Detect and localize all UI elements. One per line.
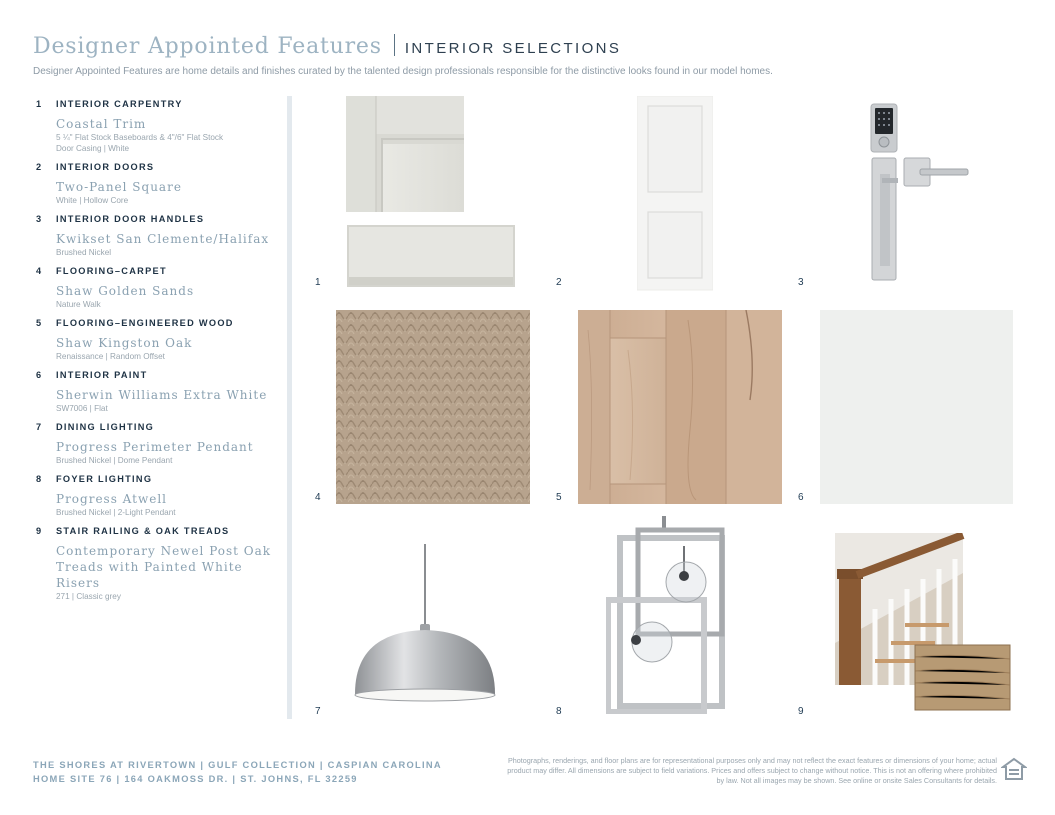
item-detail: Brushed Nickel | Dome Pendant	[56, 456, 173, 465]
list-item	[36, 474, 276, 518]
intro-text: Designer Appointed Features are home details and finishes curated by the talented design professionals responsible for the distinctive looks found in our model homes.	[33, 66, 773, 77]
swatch-number: 2	[556, 277, 562, 288]
swatch-number: 8	[556, 706, 562, 717]
item-detail: 271 | Classic grey	[56, 592, 121, 601]
list-item	[36, 99, 276, 154]
page-subtitle: INTERIOR SELECTIONS	[404, 40, 622, 57]
item-detail: Renaissance | Random Offset	[56, 352, 165, 361]
column-divider	[287, 96, 292, 719]
item-category: FOYER LIGHTING	[56, 474, 153, 484]
list-item	[36, 526, 276, 602]
list-item	[36, 214, 276, 258]
item-detail: Brushed Nickel | 2-Light Pendant	[56, 508, 176, 517]
item-detail: Nature Walk	[56, 300, 101, 309]
equal-housing-icon	[1001, 757, 1027, 783]
item-detail: SW7006 | Flat	[56, 404, 108, 413]
item-name: Two-Panel Square	[56, 180, 182, 194]
item-name: Progress Atwell	[56, 492, 168, 506]
door-handle-swatch	[868, 102, 970, 282]
item-number: 6	[36, 370, 43, 380]
carpet-swatch	[336, 310, 530, 504]
item-name: Contemporary Newel Post Oak Treads with Painted White Risers	[56, 544, 272, 590]
item-name: Shaw Golden Sands	[56, 284, 195, 298]
item-detail: White | Hollow Core	[56, 196, 129, 205]
item-name: Shaw Kingston Oak	[56, 336, 193, 350]
list-item	[36, 422, 276, 466]
swatch-number: 4	[315, 492, 321, 503]
page-header	[33, 34, 1033, 64]
page-title: Designer Appointed Features	[33, 34, 382, 59]
swatch-number: 7	[315, 706, 321, 717]
swatch-number: 5	[556, 492, 562, 503]
list-item	[36, 162, 276, 206]
item-number: 2	[36, 162, 43, 172]
selection-list	[36, 99, 276, 610]
item-category: INTERIOR CARPENTRY	[56, 99, 183, 109]
list-item	[36, 370, 276, 414]
item-category: STAIR RAILING & OAK TREADS	[56, 526, 230, 536]
item-number: 8	[36, 474, 43, 484]
list-item	[36, 266, 276, 310]
item-number: 4	[36, 266, 43, 276]
trim-swatch	[345, 96, 517, 288]
item-category: FLOORING–ENGINEERED WOOD	[56, 318, 234, 328]
item-category: DINING LIGHTING	[56, 422, 155, 432]
list-item	[36, 318, 276, 362]
item-category: INTERIOR DOOR HANDLES	[56, 214, 205, 224]
swatch-number: 9	[798, 706, 804, 717]
paint-swatch	[820, 310, 1013, 504]
keypad-lock-icon	[871, 104, 897, 152]
item-detail: Door Casing | White	[56, 144, 130, 153]
item-number: 1	[36, 99, 43, 109]
dome-pendant-swatch	[350, 544, 500, 706]
item-name: Progress Perimeter Pendant	[56, 440, 254, 454]
item-number: 7	[36, 422, 43, 432]
item-detail: 5 ¼" Flat Stock Baseboards & 4"/6" Flat Stock	[56, 133, 224, 142]
swatch-number: 1	[315, 277, 321, 288]
item-category: FLOORING–CARPET	[56, 266, 167, 276]
swatch-number: 3	[798, 277, 804, 288]
homesite-line: HOME SITE 76 | 164 OAKMOSS DR. | ST. JOHNS, FL 32259	[33, 773, 358, 784]
item-number: 3	[36, 214, 43, 224]
stair-railing-swatch	[835, 533, 1011, 713]
item-name: Kwikset San Clemente/Halifax	[56, 232, 270, 246]
title-divider	[394, 34, 395, 56]
door-swatch	[637, 96, 713, 291]
wood-floor-swatch	[578, 310, 782, 504]
community-line: THE SHORES AT RIVERTOWN | GULF COLLECTION | CASPIAN CAROLINA	[33, 760, 442, 770]
community-info	[33, 759, 442, 786]
disclaimer: Photographs, renderings, and floor plans are for representational purposes only and may not reflect the exact features or dimensions of your home; actual product may differ. All dimensions are subject to field variations. Prices and offers subject to change without notice. This is not an offering where prohibited by law. Not all images may be shown. See online or onsite Sales Consultants for details.	[507, 756, 997, 785]
item-name: Sherwin Williams Extra White	[56, 388, 268, 402]
item-number: 5	[36, 318, 43, 328]
item-number: 9	[36, 526, 43, 536]
item-category: INTERIOR DOORS	[56, 162, 155, 172]
foyer-pendant-swatch	[606, 516, 730, 714]
item-name: Coastal Trim	[56, 117, 147, 131]
item-detail: Brushed Nickel	[56, 248, 112, 257]
swatch-number: 6	[798, 492, 804, 503]
item-category: INTERIOR PAINT	[56, 370, 148, 380]
